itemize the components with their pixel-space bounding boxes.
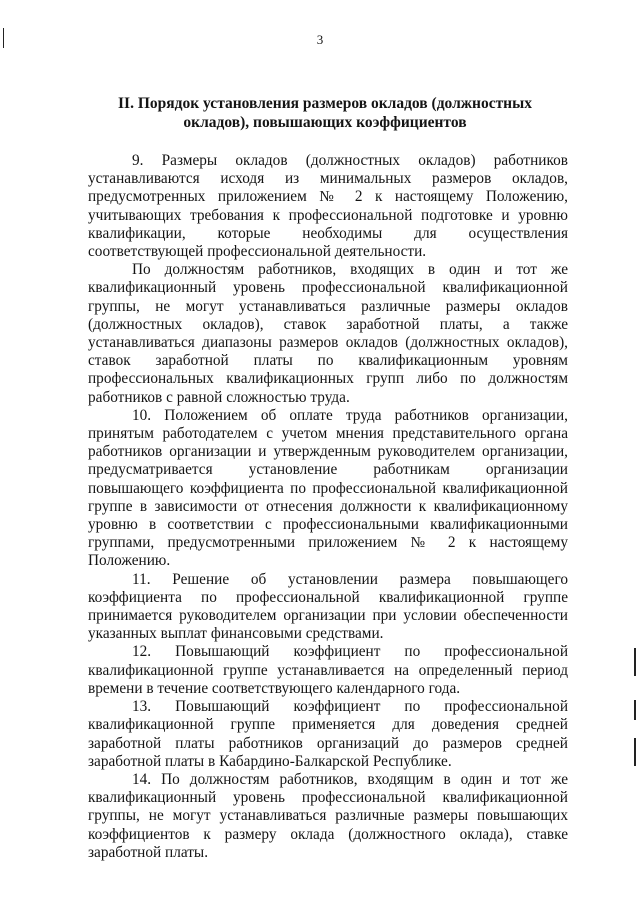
- scan-edge-mark: [634, 648, 636, 676]
- paragraph-9: 9. Размеры окладов (должностных окладов) работников устанавливаются исходя из минимальных размеров окладов, предусмотренных приложением № 2 к настоящему Положению, учитывающих требования к профессиональной подготовке и уровню квалификации, которые необходимы для осуществления соответствующей профессиональной деятельности.: [88, 152, 568, 261]
- paragraph-10: 10. Положением об оплате труда работников организации, принятым работодателем с учетом мнения представительного органа работников организации и утвержденным руководителем организации, предусматривается установление работникам организации повышающего коэффициента по профессиональной квалификационной группе в зависимости от отнесения должности к квалификационному уровню в соответствии с профессиональными квалификационными группами, предусмотренными приложением № 2 к настоящему Положению.: [88, 406, 568, 570]
- paragraph-14: 14. По должностям работников, входящим в один и тот же квалификационный уровень профессиональной квалификационной группы, не могут устанавливаться различные размеры повышающих коэффициентов к размеру оклада (должностного оклада), ставке заработной платы.: [88, 770, 568, 861]
- paragraph-9-continued: По должностям работников, входящих в один и тот же квалификационный уровень профессиональной квалификационной группы, не могут устанавливаться различные размеры окладов (должностных окладов), ставок заработной платы, а также устанавливаться диапазоны размеров окладов (должностных окладов), ставок заработной платы по квалификационным уровням профессиональных квалификационных групп либо по должностям работников с равной сложностью труда.: [88, 261, 568, 406]
- scan-edge-mark: [634, 738, 636, 766]
- paragraph-13: 13. Повышающий коэффициент по профессиональной квалификационной группе применяется для доведения средней заработной платы работников организаций до размеров средней заработной платы в Кабардино-Балкарской Республике.: [88, 698, 568, 770]
- page-number: 3: [316, 32, 324, 47]
- paragraph-12: 12. Повышающий коэффициент по профессиональной квалификационной группе устанавливается на определенный период времени в течение соответствующего календарного года.: [88, 643, 568, 697]
- document-body: [88, 152, 568, 862]
- paragraph-11: 11. Решение об установлении размера повышающего коэффициента по профессиональной квалификационной группе принимается руководителем организации при условии обеспеченности указанных выплат финансовыми средствами.: [88, 570, 568, 643]
- section-title: II. Порядок установления размеров окладов (должностных окладов), повышающих коэффициентов: [118, 95, 532, 131]
- scan-edge-mark: [634, 700, 636, 720]
